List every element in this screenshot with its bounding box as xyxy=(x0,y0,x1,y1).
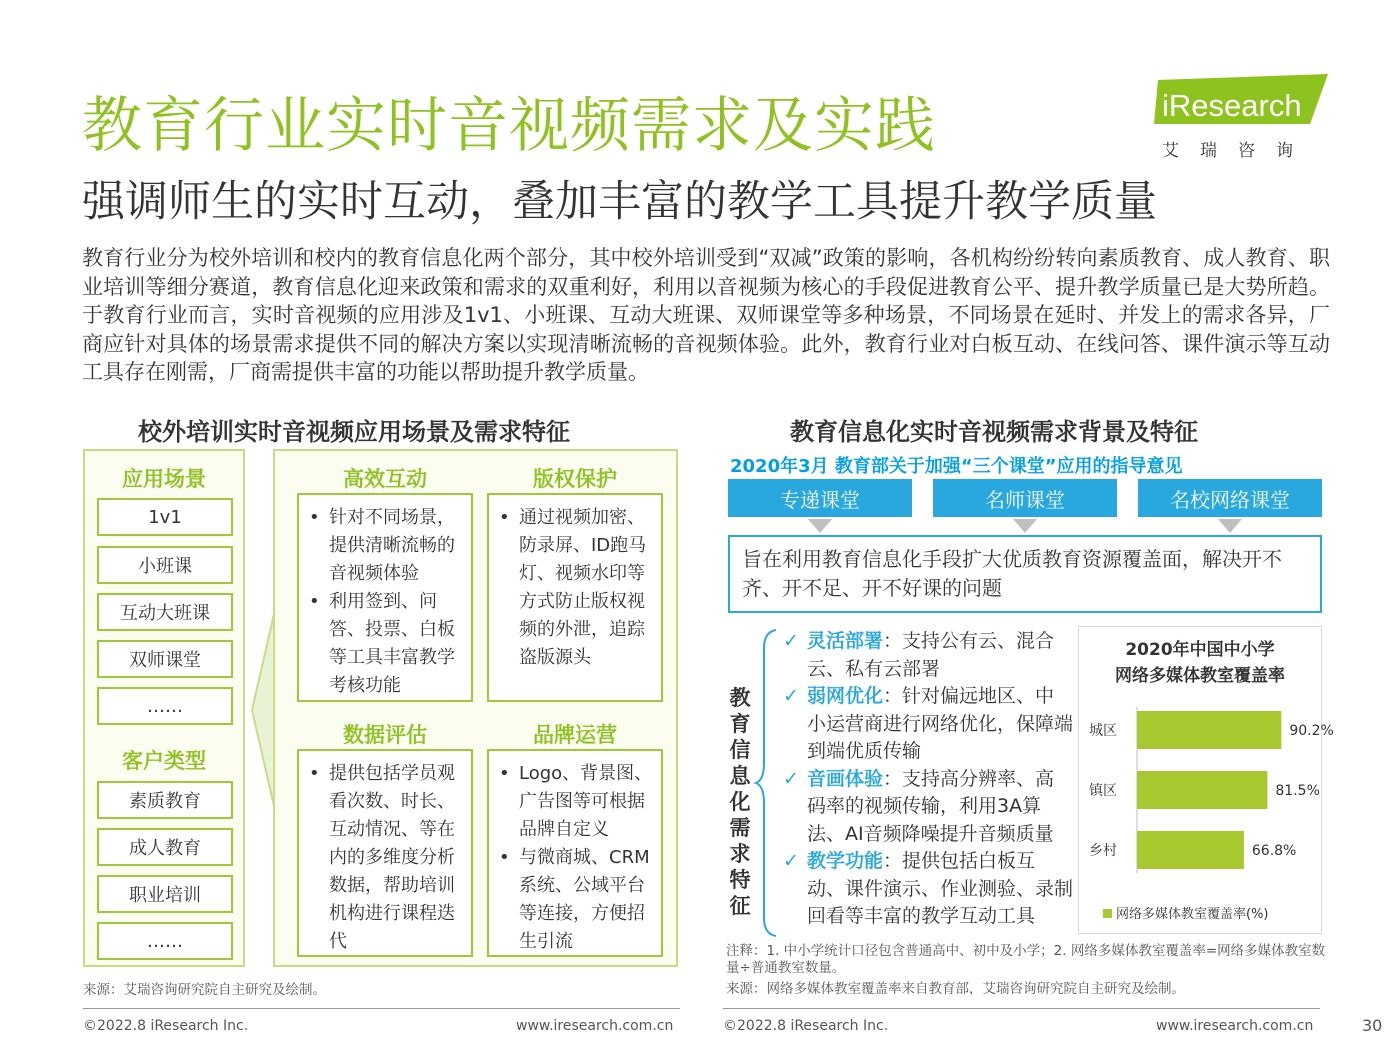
intro-paragraph: 教育行业分为校外培训和校内的教育信息化两个部分，其中校外培训受到“双减”政策的影响，各机构纷纷转向素质教育、成人教育、职业培训等细分赛道，教育信息化迎来政策和需求的双重利好，利用以音视频为核心的手段促进教育公平、提升教学质量已是大势所趋。于教育行业而言，实时音视频的应用涉及1v1、小班课、互动大班课、双师课堂等多种场景，不同场景在延时、并发上的需求各异，厂商应针对具体的场景需求提供不同的解决方案以实现清晰流畅的音视频体验。此外，教育行业对白板互动、在线问答、课件演示等互动工具存在刚需，厂商需提供丰富的功能以帮助提升教学质量。 xyxy=(82,246,1330,384)
feature-item: • 与微商城、CRM系统、公域平台等连接，方便招生引流 xyxy=(497,844,655,956)
bar xyxy=(1137,771,1267,809)
check-icon: ✓ xyxy=(783,685,799,707)
requirement-keyword: 音画体验 xyxy=(807,767,884,790)
classroom-famous-teacher: 名师课堂 xyxy=(933,479,1117,517)
requirements-list xyxy=(783,628,1073,931)
scene-interactive-big-class: 互动大班课 xyxy=(97,593,233,631)
requirements-vertical-label: 教育信息化需求特征 xyxy=(729,686,751,918)
page-title: 教育行业实时音视频需求及实践 xyxy=(82,91,936,161)
chart-title-line: 2020年中国中小学 xyxy=(1125,640,1275,660)
feature-item: • 提供包括学员观看次数、时长、互动情况、等在内的多维度分析数据，帮助培训机构进行课程迭代 xyxy=(307,760,465,956)
feature-card-interaction xyxy=(297,493,473,702)
feature-card-brand xyxy=(487,749,663,957)
category-panel xyxy=(83,449,245,967)
coverage-chart xyxy=(1078,626,1334,934)
iresearch-logo xyxy=(1150,74,1330,164)
features-panel xyxy=(273,449,678,967)
requirement-text: ：支持公有云、混合云、私有云部署 xyxy=(807,630,1055,680)
requirement-item xyxy=(783,628,1073,683)
feature-title-brand: 品牌运营 xyxy=(533,723,617,747)
category-label: 镇区 xyxy=(1089,783,1117,799)
data-label: 66.8% xyxy=(1251,843,1297,859)
logo-text: iResearch xyxy=(1162,88,1302,123)
feature-item: • 针对不同场景，提供清晰流畅的音视频体验 xyxy=(307,504,465,588)
page-number: 30 xyxy=(1362,1016,1383,1035)
scene-1v1: 1v1 xyxy=(97,498,233,536)
requirement-keyword: 弱网优化 xyxy=(807,685,884,707)
footer-copyright-left: ©2022.8 iResearch Inc. xyxy=(83,1018,249,1034)
requirement-text: ：提供包括白板互动、课件演示、作业测验、录制回看等丰富的教学互动工具 xyxy=(807,850,1074,927)
legend-label: 网络多媒体教室覆盖率(%) xyxy=(1116,907,1269,922)
bar xyxy=(1137,831,1244,869)
chart-legend xyxy=(1103,903,1269,922)
data-label: 81.5% xyxy=(1275,783,1320,799)
requirement-item xyxy=(783,766,1073,849)
footer-divider-left xyxy=(83,1008,680,1009)
requirement-keyword: 灵活部署 xyxy=(807,630,884,652)
right-source: 来源：网络多媒体教室覆盖率来自教育部，艾瑞咨询研究院自主研究及绘制。 xyxy=(726,981,1185,997)
client-vocational: 职业培训 xyxy=(97,875,233,913)
check-icon: ✓ xyxy=(783,630,799,652)
logo-cn: 艾瑞咨询 xyxy=(1162,141,1314,161)
footer-copyright-right: ©2022.8 iResearch Inc. xyxy=(723,1018,889,1034)
chart-title xyxy=(1079,637,1321,689)
requirement-item xyxy=(783,848,1073,931)
footer-url-left[interactable]: www.iresearch.com.cn xyxy=(516,1018,674,1034)
right-section-title: 教育信息化实时音视频需求背景及特征 xyxy=(790,418,1198,446)
left-section-title: 校外培训实时音视频应用场景及需求特征 xyxy=(138,418,570,446)
classroom-famous-school: 名校网络课堂 xyxy=(1138,479,1322,517)
arrow-down-icon xyxy=(808,519,832,533)
feature-item: • 利用签到、问答、投票、白板等工具丰富教学考核功能 xyxy=(307,588,465,700)
requirement-text: ：支持高分辨率、高码率的视频传输，利用3A算法、AI音频降噪提升音频质量 xyxy=(807,767,1055,845)
clients-header: 客户类型 xyxy=(122,749,206,773)
arrow-down-icon xyxy=(1218,519,1242,533)
feature-item: • Logo、背景图、广告图等可根据品牌自定义 xyxy=(497,760,655,844)
requirement-text: ：针对偏远地区、中小运营商进行网络优化，保障端到端优质传输 xyxy=(807,685,1074,762)
footer-url-right[interactable]: www.iresearch.com.cn xyxy=(1156,1018,1314,1034)
left-source: 来源：艾瑞咨询研究院自主研究及绘制。 xyxy=(83,982,326,998)
client-adult-edu: 成人教育 xyxy=(97,828,233,866)
requirement-item xyxy=(783,683,1073,766)
feature-item: • 通过视频加密、防录屏、ID跑马灯、视频水印等方式防止版权视频的外泄，追踪盗版源头 xyxy=(497,504,655,672)
scene-small-class: 小班课 xyxy=(97,546,233,584)
data-label: 90.2% xyxy=(1289,723,1334,739)
arrow-down-icon xyxy=(1013,519,1037,533)
left-brace-icon xyxy=(752,628,782,938)
goal-box: 旨在利用教育信息化手段扩大优质教育资源覆盖面，解决开不齐、开不足、开不好课的问题 xyxy=(728,535,1322,613)
category-label: 乡村 xyxy=(1089,843,1117,859)
bar xyxy=(1137,711,1281,749)
category-label: 城区 xyxy=(1089,723,1117,739)
scene-dual-teacher: 双师课堂 xyxy=(97,640,233,678)
classroom-delivery: 专递课堂 xyxy=(728,479,912,517)
feature-title-copyright: 版权保护 xyxy=(533,467,617,491)
check-icon: ✓ xyxy=(783,767,799,790)
requirement-keyword: 教学功能 xyxy=(807,850,884,872)
feature-title-data: 数据评估 xyxy=(343,723,427,747)
right-note: 注释：1. 中小学统计口径包含普通高中、初中及小学；2. 网络多媒体教室覆盖率=网络多媒体教室数量÷普通教室数量。 xyxy=(726,943,1326,976)
check-icon: ✓ xyxy=(783,850,799,872)
client-quality-edu: 素质教育 xyxy=(97,781,233,819)
feature-card-data xyxy=(297,749,473,957)
client-more: …… xyxy=(97,922,233,960)
feature-card-copyright xyxy=(487,493,663,702)
chart-title-line: 网络多媒体教室覆盖率 xyxy=(1115,666,1285,686)
chart-plot xyxy=(1079,699,1334,929)
footer-divider-right xyxy=(723,1008,1320,1009)
page-subtitle: 强调师生的实时互动，叠加丰富的教学工具提升教学质量 xyxy=(82,177,1157,227)
scene-more: …… xyxy=(97,687,233,725)
legend-swatch xyxy=(1103,909,1112,918)
policy-title: 2020年3月 教育部关于加强“三个课堂”应用的指导意见 xyxy=(730,456,1183,477)
scenes-header: 应用场景 xyxy=(122,467,206,491)
feature-title-interaction: 高效互动 xyxy=(343,467,427,491)
